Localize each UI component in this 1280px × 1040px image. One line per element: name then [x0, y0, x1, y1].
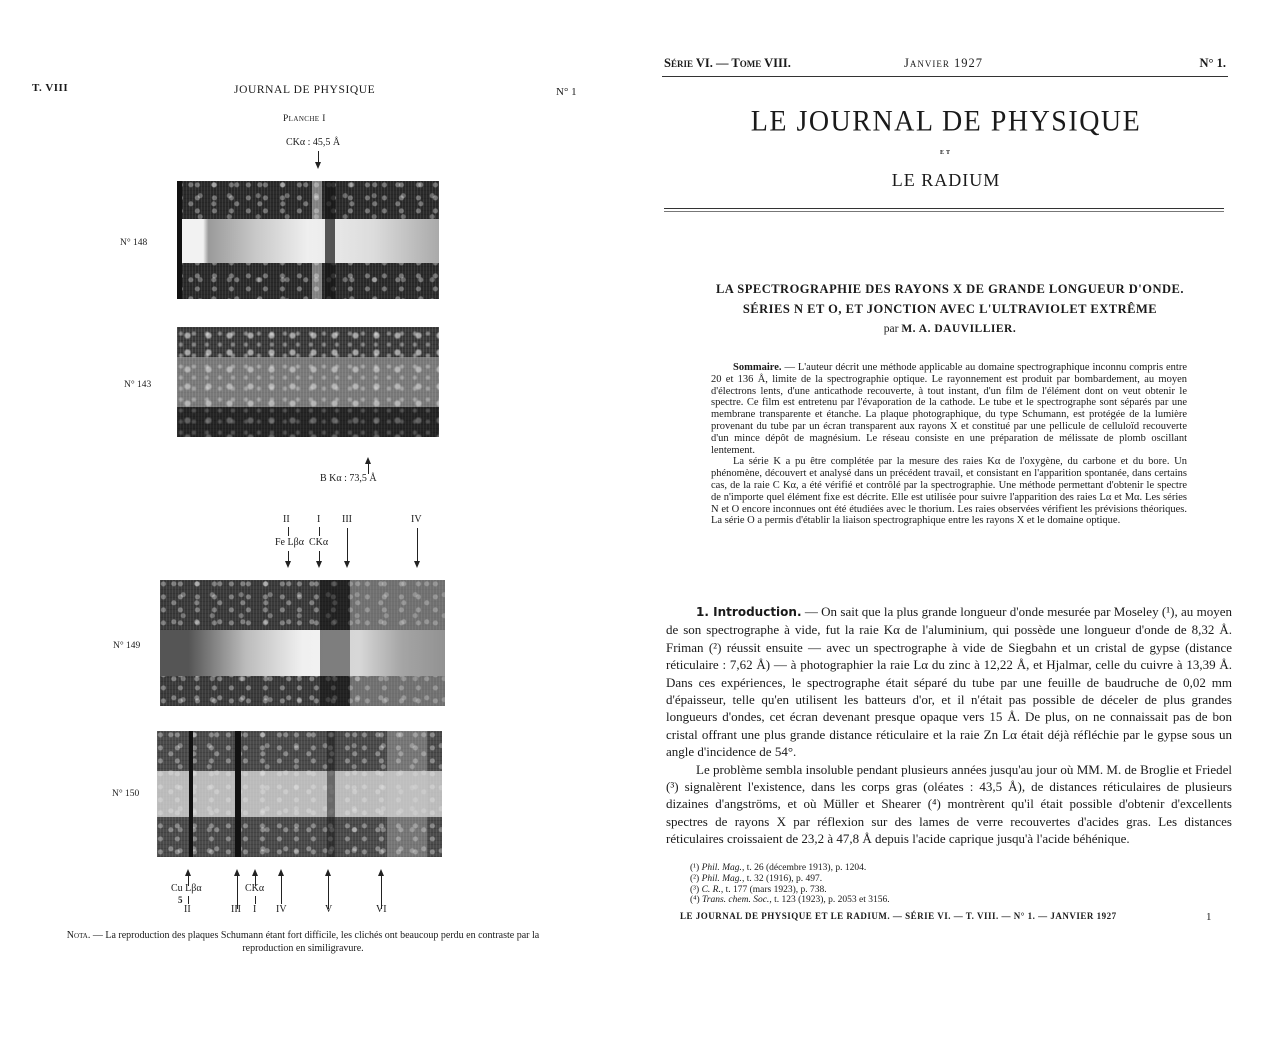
footnote-journal: C. R.: [701, 884, 721, 895]
arrow-down-icon: [417, 528, 418, 563]
marker-roman-V: V: [325, 904, 333, 915]
footnote-text: , t. 123 (1923), p. 2053 et 3156.: [769, 895, 890, 906]
marker-roman-I: I: [253, 904, 257, 915]
marker-c-k-alpha: CKα: [309, 537, 329, 548]
page-footer: [680, 911, 1220, 921]
marker-line: [255, 896, 256, 904]
marker-roman-II: II: [283, 514, 290, 525]
nota-label: Nota.: [66, 930, 91, 941]
footnote: [690, 885, 1210, 896]
marker-roman-I: I: [317, 514, 321, 525]
left-header-volume: T. VIII: [32, 82, 69, 94]
header-date: Janvier 1927: [904, 56, 983, 70]
plate-label-143: N° 143: [124, 380, 152, 390]
planche-title: Planche I: [283, 114, 326, 124]
marker-five: 5: [178, 895, 183, 905]
marker-roman-VI: VI: [376, 904, 387, 915]
arrow-down-icon: [319, 551, 320, 563]
page-number: 1: [1206, 911, 1212, 923]
ck-alpha-label: CKα : 45,5 Å: [286, 137, 341, 148]
body-text-1: — On sait que la plus grande longueur d'onde mesurée par Moseley (¹), au moyen de son spectrographe à vide, fut la raie Kα de l'aluminium, qui possède une longueur d'onde de 8,32 Å. Friman (²) réussit ensuite — avec un spectrographe à vide de Siegbahn et un cristal de gypse (distance réticulaire : 7,62 Å) — à photographier la raie Lα du zinc à 12,22 Å, et Hjalmar, celle du cuivre à 13,39 Å. Dans ces expériences, le spectrographe était séparé du tube par une feuille de baudruche de 0,02 mm d'épaisseur, telle qu'en utilisent les batteurs d'or, et il n'était pas possible de déceler de plus grandes longueurs d'ondes, cet écran devenant presque opaque vers 15 Å. De plus, on ne connaissait pas de bon cristal offrant une plus grande distance réticulaire et la raie Zn Lα était déjà réfléchie par le gypse sous un angle d'incidence de 54°.: [666, 604, 1233, 760]
journal-title: LE JOURNAL DE PHYSIQUE: [750, 105, 1142, 138]
footer-text: LE JOURNAL DE PHYSIQUE ET LE RADIUM. — SÉRIE VI. — T. VIII. — N° 1. — JANVIER 1927: [680, 911, 1117, 921]
spectrogram-plate-149: [160, 580, 445, 706]
left-header-number: N° 1: [556, 86, 577, 98]
author-prefix: par: [883, 323, 899, 335]
spectrogram-plate-150: [157, 731, 442, 857]
footnote: [690, 863, 1210, 874]
arrow-down-icon: [288, 551, 289, 563]
marker-roman-III: III: [231, 904, 241, 915]
summary-text-1: — L'auteur décrit une méthode applicable au domaine spectrographique inconnu compris entre 20 et 136 Å, limite de la spectrographie optique. Le rayonnement est produit par bombardement, au moyen d'électrons lents, d'une anticathode recouverte, à tout instant, d'un film de l'élément dont on veut obtenir le spectre. Ce film est entretenu par l'évaporation de la cathode. Le tube et le spectrographe sont séparés par une membrane transparente et étanche. La plaque photographique, du type Schumann, est protégée de la lumière provenant du tube par un écran transparent aux rayons X et constitué par une pellicule de celluloïd recouverte d'un mince dépôt de magnésium. Le réseau consiste en une préparation de mélissate de plomb oscillant lentement.: [711, 362, 1187, 456]
header-serie-tome: Série VI. — Tome VIII.: [664, 56, 791, 70]
footnote-mark: (²): [690, 873, 700, 884]
summary-label: Sommaire.: [733, 362, 782, 373]
marker-roman-III: III: [342, 514, 352, 525]
marker-c-k-alpha: CKα: [245, 883, 265, 894]
footnote: [690, 874, 1210, 885]
marker-line: [319, 527, 320, 536]
marker-roman-IV: IV: [276, 904, 287, 915]
author-name: M. A. DAUVILLIER.: [901, 323, 1017, 335]
plate-label-150: N° 150: [112, 789, 140, 799]
body-paragraph-1: [666, 603, 1232, 761]
article-title-line-1: LA SPECTROGRAPHIE DES RAYONS X DE GRANDE LONGUEUR D'ONDE.: [715, 282, 1185, 296]
nota-text: — La reproduction des plaques Schumann étant fort difficile, les clichés ont beaucoup perdu en contraste par la reproduction en similigravure.: [92, 930, 540, 954]
journal-title-et: ET: [939, 150, 952, 156]
footnote-mark: (³): [690, 884, 700, 895]
body-paragraph-2: Le problème sembla insoluble pendant plusieurs années jusqu'au jour où MM. M. de Broglie et Friedel (³) signalèrent l'existence, dans les corps gras (oléates : 43,5 Å), de distances réticulaires de plusieurs dizaines d'angströms, et où Müller et Shearer (⁴) montrèrent qu'il était possible d'obtenir d'excellents spectres de rayons X par réflexion sur des lames de verre recouvertes d'acides gras. Les distances réticulaires croissaient de 23,2 à 47,8 Å depuis l'acide caprique jusqu'à l'acide béhénique.: [666, 761, 1232, 847]
footnote-mark: (⁴): [690, 895, 700, 906]
summary-abstract: [711, 362, 1187, 527]
marker-line: [188, 896, 189, 904]
summary-paragraph-1: [711, 362, 1187, 456]
left-header-journal: JOURNAL DE PHYSIQUE: [234, 84, 376, 96]
plate-label-149: N° 149: [113, 641, 141, 651]
footnote-journal: Trans. chem. Soc.: [702, 895, 770, 906]
arrow-up-icon: [281, 874, 282, 904]
article-author: [660, 323, 1240, 335]
article-title-line-2: SÉRIES N ET O, ET JONCTION AVEC L'ULTRAVIOLET EXTRÊME: [742, 302, 1158, 316]
footnote-mark: (¹): [690, 863, 700, 873]
arrow-down-icon: [318, 151, 319, 164]
marker-fe-l-beta-alpha: Fe Lβα: [275, 537, 304, 548]
header-rule: [662, 76, 1228, 77]
footnote-text: , t. 26 (décembre 1913), p. 1204.: [741, 863, 867, 873]
footnote-journal: Phil. Mag.: [701, 873, 742, 884]
section-heading-introduction: 1. Introduction.: [696, 605, 802, 619]
article-body: [666, 603, 1232, 848]
arrow-down-icon: [347, 528, 348, 563]
plate-label-148: N° 148: [120, 238, 148, 248]
masthead-rule: [664, 208, 1224, 212]
footnote-text: , t. 177 (mars 1923), p. 738.: [720, 884, 827, 895]
summary-paragraph-2: La série K a pu être complétée par la mesure des raies Kα de l'oxygène, du carbone et du bore. Un phénomène, découvert et analysé dans un précédent travail, et consistant en l'apparition spontanée, dans certains cas, de la raie C Kα, a été vérifié et contrôlé par la spectrographie. Une méthode permettant d'obtenir le spectre de n'importe quel élément fixe est décrite. Elle est utilisée pour suivre l'apparition des raies Lα et Mα. Les séries N et O encore inconnues ont été étudiées avec le thorium. Les raies observées vérifient les prévisions théoriques. La série O a permis d'établir la liaison spectrographique entre les rayons X et le domaine optique.: [711, 456, 1187, 527]
spectrogram-plate-148: [177, 181, 439, 299]
footnotes: [690, 863, 1210, 906]
marker-roman-II: II: [184, 904, 191, 915]
marker-line: [288, 527, 289, 536]
article-title: [660, 279, 1240, 319]
spectrogram-plate-143: [177, 327, 439, 437]
footnote-journal: Phil. Mag.: [701, 863, 742, 873]
marker-cu-l-beta-alpha: Cu Lβα: [171, 883, 202, 894]
header-number: N° 1.: [1199, 56, 1226, 70]
nota-caption: [48, 929, 558, 955]
marker-roman-IV: IV: [411, 514, 422, 525]
footnote: [690, 895, 1210, 906]
b-k-alpha-label: B Kα : 73,5 Å: [320, 473, 377, 484]
journal-subtitle-radium: LE RADIUM: [891, 170, 1001, 190]
footnote-text: , t. 32 (1916), p. 497.: [741, 873, 823, 884]
